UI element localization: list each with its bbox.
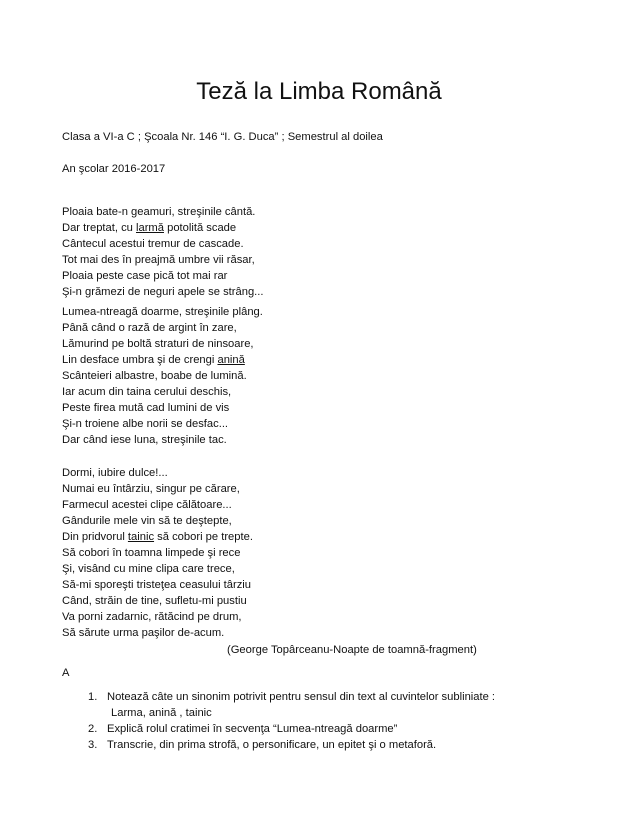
stanza3-line-5-a: Din pridvorul (62, 531, 128, 543)
stanza2-line-2: Până când o rază de argint în zare, (62, 322, 237, 334)
stanza3-line-8: Să-mi sporeşti tristeţea ceasului târziu (62, 579, 252, 591)
stanza3-line-5-c: să cobori pe trepte. (154, 531, 253, 543)
question-3-number: 3. (88, 739, 98, 751)
question-1-words: Larma, anină , tainic (111, 707, 212, 719)
underlined-word-larma: larmă (136, 222, 164, 234)
stanza1-line-2 (62, 221, 236, 235)
question-1-text: Notează câte un sinonim potrivit pentru sensul din text al cuvintelor subliniate : (107, 691, 496, 703)
stanza1-line-6: Şi-n grămezi de neguri apele se strâng... (62, 286, 264, 298)
stanza3-line-11: Să sărute urma paşilor de-acum. (62, 627, 225, 639)
question-2-text: Explică rolul cratimei în secvenţa “Lumea-ntreagă doarme” (107, 723, 398, 735)
stanza1-line-2-c: potolită scade (163, 222, 237, 234)
stanza2-line-6: Iar acum din taina cerului deschis, (62, 386, 232, 398)
stanza2-line-1: Lumea-ntreagă doarme, streşinile plâng. (62, 306, 263, 318)
class-info: Clasa a VI-a C ; Şcoala Nr. 146 “I. G. Duca” ; Semestrul al doilea (62, 131, 383, 143)
stanza1-line-2-a: Dar treptat, cu (62, 222, 136, 234)
question-1-number: 1. (88, 691, 98, 703)
poem-source: (George Topârceanu-Noapte de toamnă-fragment) (227, 644, 477, 656)
stanza2-line-3: Lămurind pe boltă straturi de ninsoare, (62, 338, 254, 350)
section-label: A (62, 667, 70, 679)
stanza2-line-4 (62, 353, 245, 367)
stanza2-line-8: Şi-n troiene albe norii se desfac... (62, 418, 229, 430)
stanza3-line-2: Numai eu întârziu, singur pe cărare, (62, 483, 240, 495)
stanza3-line-10: Va porni zadarnic, rătăcind pe drum, (62, 611, 242, 623)
school-year: An şcolar 2016-2017 (62, 163, 166, 175)
stanza3-line-5 (62, 530, 253, 544)
underlined-word-tainic: tainic (127, 531, 155, 543)
stanza3-line-1: Dormi, iubire dulce!... (62, 467, 168, 479)
stanza3-line-3: Farmecul acestei clipe călătoare... (62, 499, 232, 511)
stanza2-line-4-a: Lin desface umbra şi de crengi (62, 354, 218, 366)
stanza3-line-4: Gândurile mele vin să te deştepte, (62, 515, 232, 527)
stanza2-line-5: Scânteieri albastre, boabe de lumină. (62, 370, 247, 382)
stanza1-line-1: Ploaia bate-n geamuri, streşinile cântă. (62, 206, 256, 218)
question-2-number: 2. (88, 723, 98, 735)
stanza3-line-7: Şi, visând cu mine clipa care trece, (62, 563, 235, 575)
stanza2-line-7: Peste firea mută cad lumini de vis (62, 402, 230, 414)
stanza2-line-9: Dar când iese luna, streşinile tac. (62, 434, 227, 446)
question-3-text: Transcrie, din prima strofă, o personificare, un epitet şi o metaforă. (107, 739, 437, 751)
underlined-word-anina: anină (217, 354, 245, 366)
page-title: Teză la Limba Română (196, 78, 442, 105)
stanza1-line-5: Ploaia peste case pică tot mai rar (62, 270, 228, 282)
stanza3-line-6: Să cobori în toamna limpede şi rece (62, 547, 241, 559)
stanza1-line-3: Cântecul acestui tremur de cascade. (62, 238, 244, 250)
stanza1-line-4: Tot mai des în preajmă umbre vii răsar, (62, 254, 255, 266)
stanza3-line-9: Când, străin de tine, sufletu-mi pustiu (62, 595, 247, 607)
